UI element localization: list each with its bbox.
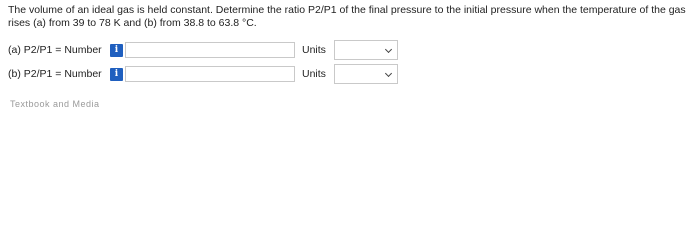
question-text: The volume of an ideal gas is held constant. Determine the ratio P2/P1 of the final pressure to the initial pressure when the temperature of the gas rises (a) from 39 to 78 K and (b) from 38.8 to 63.8 °C. xyxy=(8,4,686,29)
chevron-down-icon xyxy=(385,70,392,77)
part-b-row xyxy=(8,64,398,84)
chevron-down-icon xyxy=(385,46,392,53)
part-a-number-input[interactable] xyxy=(125,42,295,58)
part-b-number-input[interactable] xyxy=(125,66,295,82)
part-a-row xyxy=(8,40,398,60)
part-b-units-label: Units xyxy=(302,68,326,80)
part-b-label: (b) P2/P1 = Number xyxy=(8,68,102,80)
part-a-label: (a) P2/P1 = Number xyxy=(8,44,102,56)
part-a-units-select[interactable] xyxy=(334,40,398,60)
part-a-units-label: Units xyxy=(302,44,326,56)
info-icon[interactable]: i xyxy=(110,68,123,81)
part-b-units-select[interactable] xyxy=(334,64,398,84)
info-icon[interactable]: i xyxy=(110,44,123,57)
textbook-media-link[interactable]: Textbook and Media xyxy=(10,99,100,109)
